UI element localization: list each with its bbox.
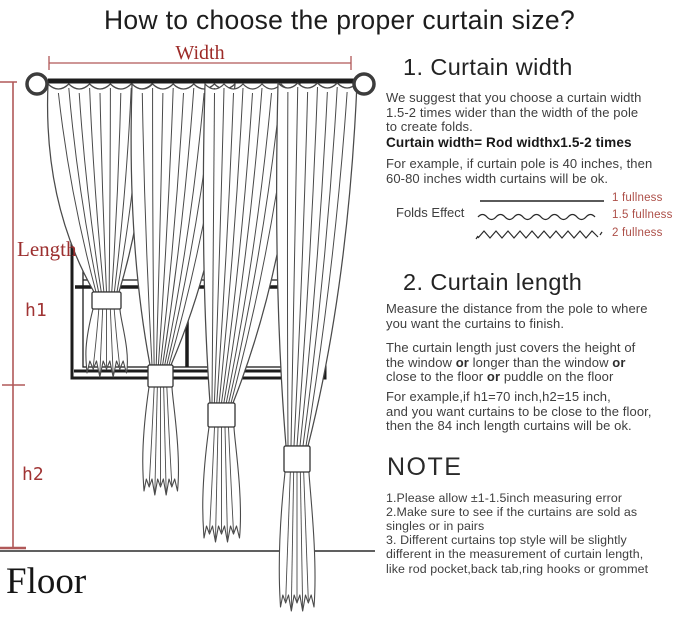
floor-label: Floor — [6, 561, 87, 602]
fullness-1-line-icon — [478, 195, 608, 207]
h1-dimension-label: h1 — [25, 300, 47, 321]
note-item-2: 2.Make sure to see if the curtains are sold as singles or in pairs — [386, 505, 638, 534]
length-option-text: puddle on the floor — [500, 369, 614, 385]
or-connector: or — [455, 354, 469, 370]
length-option-text: close to the floor — [386, 369, 484, 385]
page-title: How to choose the proper curtain size? — [104, 5, 575, 35]
diagram-drawing — [0, 56, 375, 611]
folds-effect-legend — [386, 192, 679, 254]
section1-example-paragraph: For example, if curtain pole is 40 inches, then 60-80 inches width curtains will be ok. — [386, 156, 653, 186]
section2-example-paragraph: For example,if h1=70 inch,h2=15 inch, and you want curtains to be close to the floor, then the 84 inch length curtains will be ok. — [386, 389, 652, 434]
length-option-text: longer than the window — [468, 354, 613, 370]
note-item-1: 1.Please allow ±1-1.5inch measuring error — [386, 491, 623, 505]
length-option-text: The curtain length just covers the height of the window — [386, 340, 636, 370]
curtain-measurement-diagram — [0, 40, 395, 617]
curtain-width-formula: Curtain width= Rod widthx1.5-2 times — [386, 135, 632, 150]
length-dimension-label: Length — [17, 237, 77, 261]
fullness-1-5-wave-icon — [476, 210, 608, 222]
fullness-2-zigzag-icon — [474, 227, 608, 243]
note-item-3: 3. Different curtains top style will be slightly different in the measurement of curtain length, like rod pocket,back tab,ring hooks or grommet — [386, 533, 649, 576]
fullness-1-5-label: 1.5 fullness — [612, 209, 673, 221]
width-dimension-label: Width — [175, 42, 225, 64]
h2-dimension-label: h2 — [22, 464, 44, 485]
fullness-2-label: 2 fullness — [612, 227, 663, 239]
section1-intro-paragraph: We suggest that you choose a curtain width 1.5-2 times wider than the width of the pole to create folds. — [386, 90, 642, 135]
or-connector: or — [486, 369, 501, 385]
or-connector: or — [612, 354, 626, 370]
fullness-1-label: 1 fullness — [612, 192, 663, 204]
section2-measure-paragraph: Measure the distance from the pole to where you want the curtains to finish. — [386, 301, 648, 331]
section2-length-options-paragraph — [386, 341, 635, 385]
note-heading: NOTE — [387, 453, 463, 481]
instructions-column — [386, 0, 679, 617]
folds-effect-label: Folds Effect — [396, 205, 465, 220]
section1-heading: 1. Curtain width — [403, 54, 573, 80]
section2-heading: 2. Curtain length — [403, 269, 583, 295]
